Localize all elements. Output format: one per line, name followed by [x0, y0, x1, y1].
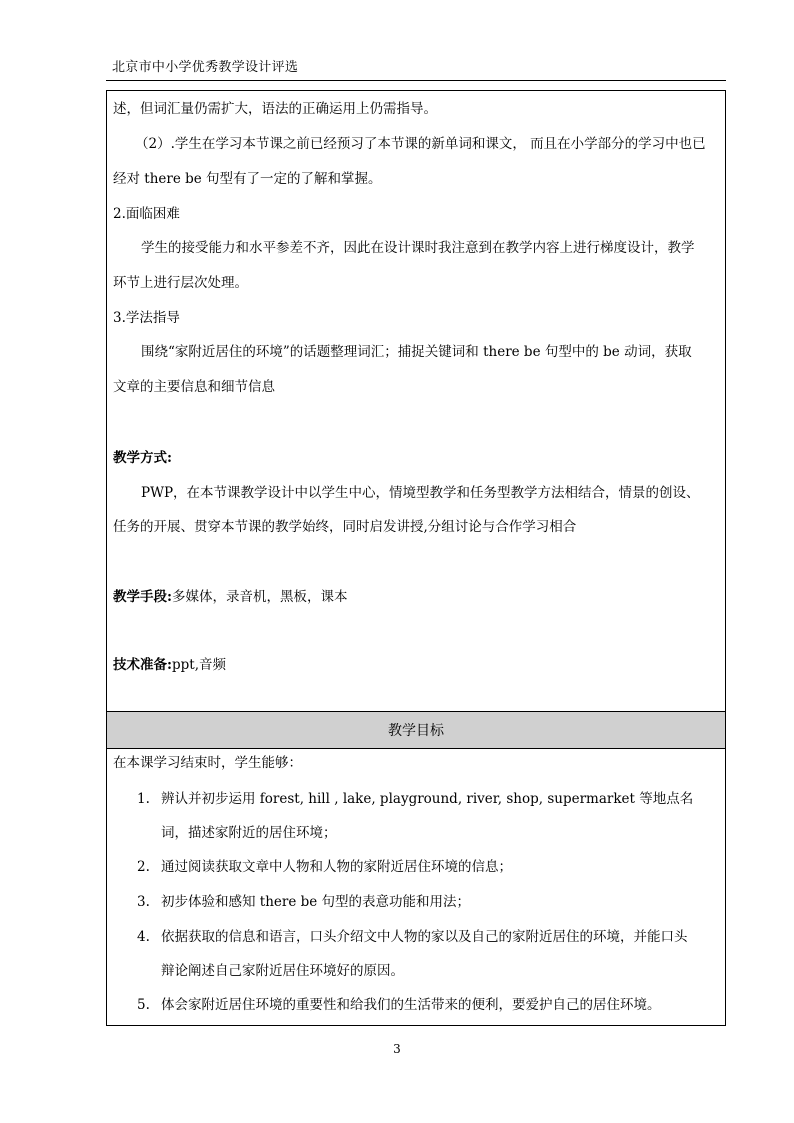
- means-text: 多媒体，录音机，黑板，课本: [171, 589, 348, 605]
- objectives-header: [107, 711, 725, 749]
- text-line: 述，但词汇量仍需扩大，语法的正确运用上仍需指导。: [113, 101, 437, 117]
- means-row: [113, 587, 347, 607]
- list-number: 5.: [137, 997, 150, 1013]
- lesson-table: [106, 90, 726, 1026]
- text-line: （2）.学生在学习本节课之前已经预习了本节课的新单词和课文， 而且在小学部分的学习中也已: [135, 136, 706, 152]
- method-heading: 教学方式:: [113, 450, 172, 466]
- objectives-cell: [107, 749, 725, 1025]
- page-number: 3: [393, 1042, 401, 1056]
- list-number: 4.: [137, 929, 150, 945]
- list-item: 通过阅读获取文章中人物和人物的家附近居住环境的信息；: [161, 859, 512, 875]
- list-item: 辩论阐述自己家附近居住环境好的原因。: [161, 963, 404, 979]
- text-line: 学生的接受能力和水平参差不齐，因此在设计课时我注意到在教学内容上进行梯度设计，教学: [141, 240, 695, 256]
- prep-text: ppt,音频: [171, 657, 226, 673]
- objectives-intro: 在本课学习结束时，学生能够：: [113, 755, 302, 771]
- list-item: 依据获取的信息和语言，口头介绍文中人物的家以及自己的家附近居住的环境，并能口头: [161, 929, 688, 945]
- text-line: 环节上进行层次处理。: [113, 275, 248, 291]
- text-line: PWP，在本节课教学设计中以学生中心，情境型教学和任务型教学方法相结合，情景的创设、: [141, 485, 700, 501]
- list-number: 2.: [137, 859, 150, 875]
- text-line: 围绕“家附近居住的环境”的话题整理词汇；捕捉关键词和 there be 句型中的 be 动词，获取: [141, 344, 692, 360]
- text-line: 任务的开展、贯穿本节课的教学始终，同时启发讲授,分组讨论与合作学习相合: [113, 519, 577, 535]
- analysis-cell: [107, 91, 725, 711]
- prep-row: [113, 655, 226, 675]
- list-item: 体会家附近居住环境的重要性和给我们的生活带来的便利，要爱护自己的居住环境。: [161, 997, 661, 1013]
- prep-heading: 技术准备:: [113, 657, 172, 673]
- means-heading: 教学手段:: [113, 589, 172, 605]
- list-item: 词，描述家附近的居住环境；: [161, 825, 337, 841]
- document-header: 北京市中小学优秀教学设计评选: [112, 60, 299, 75]
- list-number: 1.: [137, 791, 150, 807]
- text-line: 经对 there be 句型有了一定的了解和掌握。: [113, 171, 382, 187]
- objectives-heading: 教学目标: [388, 723, 444, 739]
- section-heading: 2.面临困难: [113, 206, 180, 222]
- section-heading: 3.学法指导: [113, 310, 180, 326]
- list-number: 3.: [137, 894, 150, 910]
- header-divider: [106, 80, 726, 81]
- text-line: 文章的主要信息和细节信息: [113, 379, 275, 395]
- list-item: 初步体验和感知 there be 句型的表意功能和用法；: [161, 894, 471, 910]
- list-item: 辨认并初步运用 forest, hill , lake, playground, river, shop, supermarket 等地点名: [161, 791, 694, 807]
